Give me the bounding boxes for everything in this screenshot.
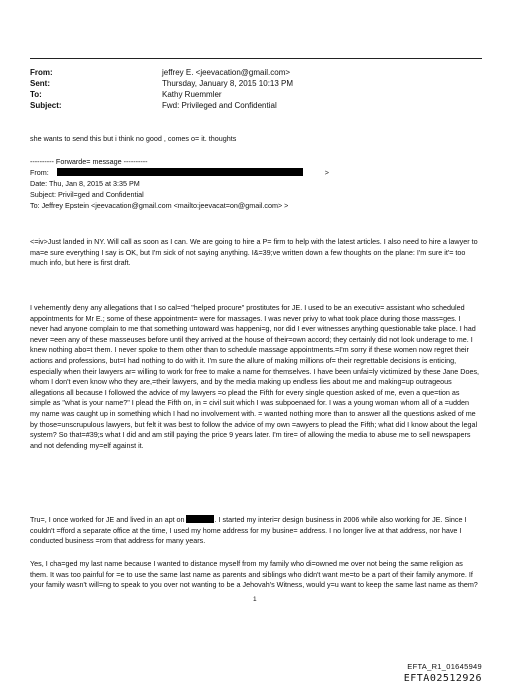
- paragraph-2: I vehemently deny any allegations that I so cal=ed "helped procure" prostitutes for JE. I used to be an executiv= assistant who scheduled appointments for Mr E.; some of these appointment= were for massages. I was never privy to what took place during those mass=ges. I never had anyone complain to me that something untoward was happeni=g, nor did I ever witnesses anything questionable take place. I had never =een any of these masseuses before until they arrived at the house of their=own accord; they certainly did not look underage to me. I knew nothing abo=t them. I never spoke to them other than to schedule massage appointments.=I'm sorry if these women now regret their actions and professions, but=I had nothing to do with it. I'm sure the allure of making millions of= their regrettable decisions is enticing, especially when their lawyers ar= willing to work for free to make a name for themselves. I have been unfai=ly victimized by these Jane Does, whom I don't even know who they are,=their lawyers, and by the media making up endless lies about me and making=up outrageous allegations all because I followed the advice of my lawyers =o plead the Fifth for every single question asked of me, even a que=tion as simple as "what is your name?" I plead the Fifth on, in = civil suit which I was subpoenaed for. I was a young woman whom all of a =udden my name was caught up in something which I had no involvement with. = wanted nothing more than to answer all the questions asked of me by those=unscrupulous lawyers, but felt it was best to follow the advice of my own =awyers to plead the Fifth; what did I know about the legal system? So that=#39;s what I did and am still paying the price 9 years later. I'm tire= of allowing the media to abuse me to sell newspapers and not defending my=elf against it.: [30, 303, 480, 450]
- forwarded-from-end: >: [324, 168, 329, 177]
- page-number: 1: [253, 596, 257, 603]
- bates-number-small: EFTA_R1_01645949: [407, 662, 482, 671]
- forwarded-to: To: Jeffrey Epstein <jeevacation@gmail.com <mailto:jeevacat=on@gmail.com> >: [30, 201, 289, 210]
- forwarded-date: Date: Thu, Jan 8, 2015 at 3:35 PM: [30, 179, 140, 188]
- to-label: To:: [30, 90, 42, 99]
- forwarded-from-label: From:: [30, 168, 49, 177]
- from-value: jeffrey E. <jeevacation@gmail.com>: [162, 68, 291, 77]
- subject-label: Subject:: [30, 101, 62, 110]
- forwarded-subject: Subject: Privil=ged and Confidential: [30, 190, 144, 199]
- intro-text: she wants to send this but i think no good , comes o= it. thoughts: [30, 134, 237, 143]
- forwarded-from: [30, 168, 329, 179]
- from-label: From:: [30, 68, 53, 77]
- to-value: Kathy Ruemmler: [162, 90, 222, 99]
- paragraph-1: <=iv>Just landed in NY. Will call as soon as I can. We are going to hire a P= firm to help with the latest articles. I also need to hire a lawyer to ma=e sure everything I say is OK, but I'm sick of not saying anything. I&=39;ve written down a few thoughts on the plane: I'm sure it'= too much info, but here is first draft.: [30, 237, 478, 268]
- redaction-bar: [57, 168, 303, 176]
- paragraph-3: [30, 515, 480, 547]
- sent-value: Thursday, January 8, 2015 10:13 PM: [162, 79, 294, 88]
- subject-value: Fwd: Privileged and Confidential: [162, 101, 277, 110]
- redaction-bar-address: [186, 515, 214, 523]
- forwarded-divider: ---------- Forwarde= message ----------: [30, 157, 148, 166]
- header-rule: [30, 58, 482, 59]
- bates-number-large: EFTA02512926: [403, 673, 482, 684]
- paragraph-4: Yes, I cha=ged my last name because I wanted to distance myself from my family who di=owned me over not being the same religion as them. It was too painful for =e to use the same last name as parents and siblings who didn't want me=to be a part of their family anymore. If your family wasn't will=ng to speak to you over not wanting to be a Jehovah's Witness, would y=u want to keep the same last name as them?: [30, 559, 478, 590]
- sent-label: Sent:: [30, 79, 50, 88]
- paragraph-3-start: Tru=, I once worked for JE and lived in an apt on: [30, 515, 185, 524]
- paragraph-3-end: . I started my interi=r design business in 2006 while also working for JE. Since I couldn't =fford a separate office at the time, I used my home address for my busine= address. I no longer live at that address, nor have I conducted business =rom that address for many years.: [30, 515, 467, 546]
